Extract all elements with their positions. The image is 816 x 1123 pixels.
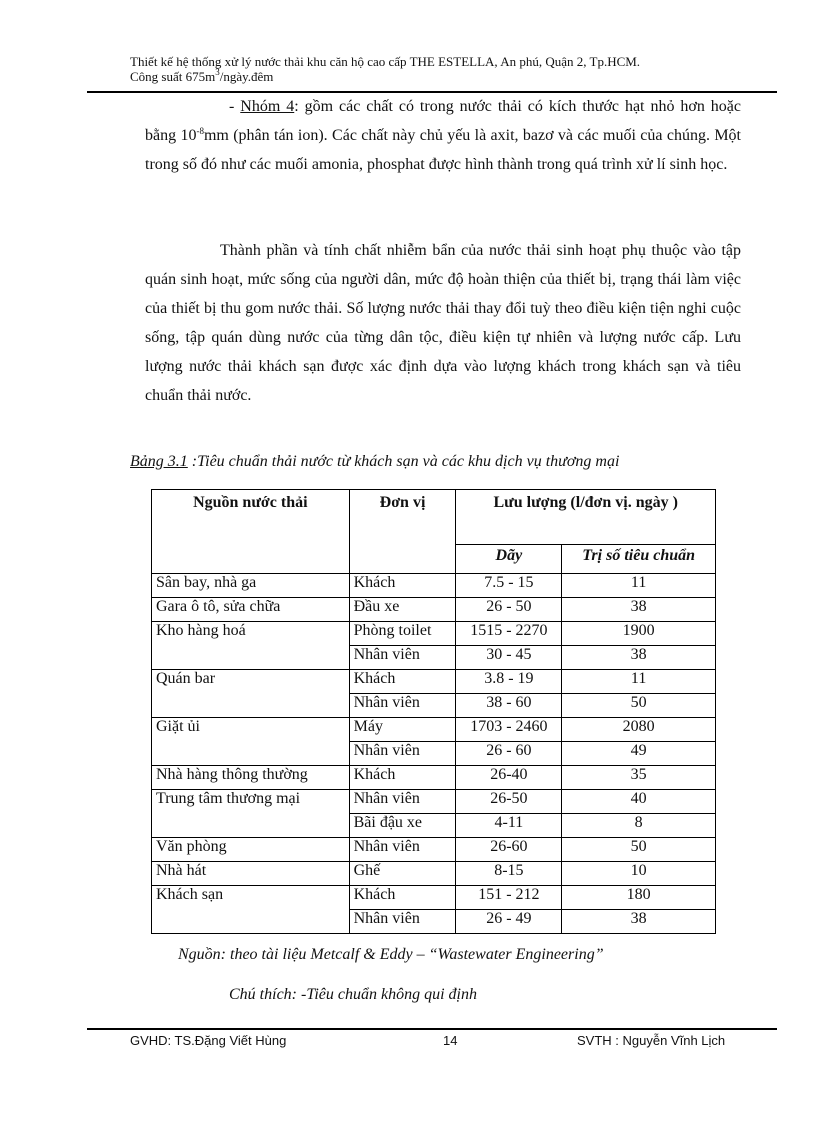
table-row [152, 766, 716, 790]
cell-standard: 38 [562, 646, 716, 670]
table-row [152, 838, 716, 862]
cell-standard: 11 [562, 670, 716, 694]
cell-unit: Khách [349, 670, 456, 694]
cell-unit: Bãi đậu xe [349, 814, 456, 838]
footer-rule [87, 1028, 777, 1030]
cell-range: 26-50 [456, 790, 562, 814]
table-row [152, 622, 716, 646]
cell-range: 26-60 [456, 838, 562, 862]
header-capacity: Công suất $675m^3/ngày.đêm$ [130, 67, 274, 84]
table-row [152, 646, 716, 670]
table-source: Nguồn: theo tài liệu Metcalf & Eddy – “Wastewater Engineering” [178, 946, 604, 963]
cell-unit: Nhân viên [349, 646, 456, 670]
cell-standard: 10 [562, 862, 716, 886]
cell-range: 26 - 50 [456, 598, 562, 622]
group-4-paragraph: - Nhóm 4: gồm các chất có trong nước thải có kích thước hạt nhỏ hơn hoặc bằng $10^{-8}mm$ (phân tán ion). Các chất này chủ yếu là axit, bazơ và các muối của chúng. Một trong số đó như các muối amonia, phosphat được hình thành trong quá trình xử lí sinh học. [145, 98, 742, 173]
cell-range: 3.8 - 19 [456, 670, 562, 694]
wastewater-standards-table [151, 489, 716, 934]
cell-range: 151 - 212 [456, 886, 562, 910]
header-flow: Lưu lượng (l/đơn vị. ngày ) [456, 490, 716, 545]
cell-source [152, 814, 350, 838]
cell-unit: Máy [349, 718, 456, 742]
table-row [152, 814, 716, 838]
table-row [152, 694, 716, 718]
cell-source: Nhà hàng thông thường [152, 766, 350, 790]
cell-range: 4-11 [456, 814, 562, 838]
cell-standard: 180 [562, 886, 716, 910]
cell-standard: 49 [562, 742, 716, 766]
cell-standard: 50 [562, 694, 716, 718]
cell-source [152, 742, 350, 766]
cell-standard: 2080 [562, 718, 716, 742]
cell-standard: 1900 [562, 622, 716, 646]
cell-unit: Phòng toilet [349, 622, 456, 646]
table-row [152, 886, 716, 910]
cell-range: 26 - 49 [456, 910, 562, 934]
cell-source [152, 910, 350, 934]
footer-advisor: GVHD: TS.Đặng Viết Hùng [130, 1033, 287, 1048]
cell-unit: Nhân viên [349, 910, 456, 934]
table-row [152, 574, 716, 598]
cell-range: 26-40 [456, 766, 562, 790]
cell-standard: 11 [562, 574, 716, 598]
cell-unit: Nhân viên [349, 694, 456, 718]
cell-standard: 40 [562, 790, 716, 814]
cell-standard: 35 [562, 766, 716, 790]
cell-standard: 50 [562, 838, 716, 862]
table-row [152, 718, 716, 742]
cell-source [152, 694, 350, 718]
cell-unit: Khách [349, 574, 456, 598]
cell-source: Nhà hát [152, 862, 350, 886]
cell-standard: 8 [562, 814, 716, 838]
table-row [152, 790, 716, 814]
cell-source: Sân bay, nhà ga [152, 574, 350, 598]
cell-unit: Nhân viên [349, 838, 456, 862]
header-unit: Đơn vị [349, 490, 456, 574]
cell-unit: Nhân viên [349, 790, 456, 814]
cell-standard: 38 [562, 598, 716, 622]
table-row [152, 598, 716, 622]
table-row [152, 742, 716, 766]
cell-range: 26 - 60 [456, 742, 562, 766]
cell-unit: Khách [349, 766, 456, 790]
table-caption-label: Bảng 3.1 [130, 453, 188, 470]
header-title: Thiết kế hệ thống xử lý nước thải khu căn hộ cao cấp THE ESTELLA, An phú, Quận 2, Tp.HCM. [130, 54, 641, 69]
group-4-label: Nhóm 4 [240, 98, 295, 115]
cell-range: 8-15 [456, 862, 562, 886]
header-standard: Trị số tiêu chuẩn [562, 545, 716, 574]
table-caption: Bảng 3.1 :Tiêu chuẩn thải nước từ khách sạn và các khu dịch vụ thương mại [130, 453, 620, 470]
composition-paragraph: Thành phần và tính chất nhiễm bẩn của nước thải sinh hoạt phụ thuộc vào tập quán sinh hoạt, mức sống của người dân, mức độ hoàn thiện của thiết bị, trạng thái làm việc của thiết bị thu gom nước thải. Số lượng nước thải thay đổi tuỳ theo điều kiện tiện nghi cuộc sống, tập quán dùng nước của từng dân tộc, điều kiện tự nhiên và lượng nước cấp. Lưu lượng nước thải khách sạn được xác định dựa vào lượng khách trong khách sạn và tiêu chuẩn thải nước. [145, 242, 741, 404]
footer-student: SVTH : Nguyễn Vĩnh Lịch [577, 1033, 726, 1048]
header-source: Nguồn nước thải [152, 490, 350, 574]
cell-range: 1515 - 2270 [456, 622, 562, 646]
cell-source [152, 646, 350, 670]
cell-source: Văn phòng [152, 838, 350, 862]
table-row [152, 670, 716, 694]
cell-range: 1703 - 2460 [456, 718, 562, 742]
cell-source: Quán bar [152, 670, 350, 694]
cell-source: Giặt ủi [152, 718, 350, 742]
cell-range: 30 - 45 [456, 646, 562, 670]
cell-source: Khách sạn [152, 886, 350, 910]
cell-unit: Đầu xe [349, 598, 456, 622]
cell-range: 7.5 - 15 [456, 574, 562, 598]
cell-standard: 38 [562, 910, 716, 934]
cell-source: Kho hàng hoá [152, 622, 350, 646]
page-number: 14 [443, 1033, 458, 1048]
cell-unit: Ghế [349, 862, 456, 886]
cell-unit: Nhân viên [349, 742, 456, 766]
cell-range: 38 - 60 [456, 694, 562, 718]
page-header [130, 54, 750, 84]
table-row [152, 910, 716, 934]
cell-unit: Khách [349, 886, 456, 910]
header-range: Dãy [456, 545, 562, 574]
cell-source: Trung tâm thương mại [152, 790, 350, 814]
table-row [152, 862, 716, 886]
table-note: Chú thích: -Tiêu chuẩn không qui định [229, 986, 477, 1003]
cell-source: Gara ô tô, sửa chữa [152, 598, 350, 622]
